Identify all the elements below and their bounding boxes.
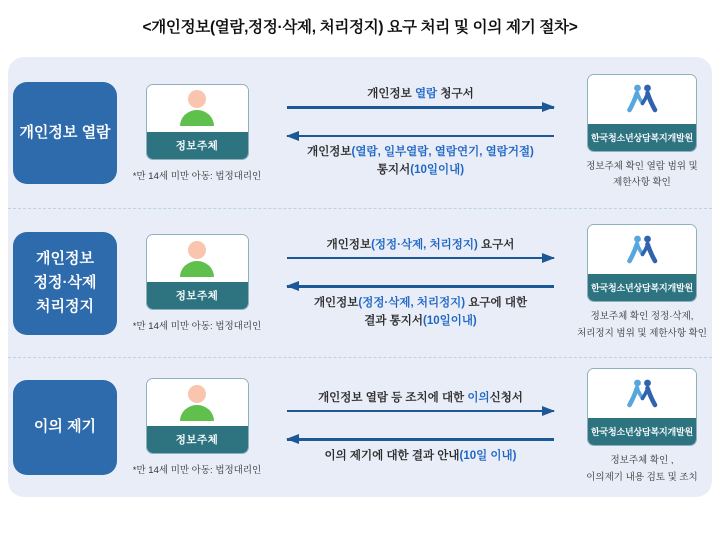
arrow-right-icon xyxy=(287,106,554,109)
arrow-left-icon xyxy=(287,135,554,138)
subject-icon-area xyxy=(147,379,248,426)
institute-logo-icon xyxy=(621,83,663,115)
request-doc-label xyxy=(287,85,554,101)
response-line xyxy=(287,313,554,331)
row-label-text: 정정·삭제 xyxy=(33,274,97,291)
row-personal-info-access xyxy=(8,57,712,208)
request-text-highlight: 열람 xyxy=(414,88,438,101)
org-column xyxy=(574,368,710,485)
person-icon xyxy=(176,384,218,422)
org-note-line: 정보주체 확인 정정·삭제, xyxy=(590,311,694,323)
response-doc-label xyxy=(287,295,554,331)
org-logo-area xyxy=(588,225,696,274)
page-title: <개인정보(열람,정정·삭제, 처리정지) 요구 처리 및 이의 제기 절차> xyxy=(142,19,578,36)
response-text-post: 요구에 대한 xyxy=(465,296,528,309)
subject-icon-area xyxy=(147,235,248,282)
request-text-highlight: 이의 xyxy=(467,391,490,404)
subject-card xyxy=(146,378,249,454)
subject-note: *만 14세 미만 아동: 법정대리인 xyxy=(132,465,262,476)
subject-note: *만 14세 미만 아동: 법정대리인 xyxy=(132,170,262,182)
org-card xyxy=(587,74,697,152)
request-text-pre: 개인정보 열람 등 조치에 대한 xyxy=(318,391,468,404)
row-objection xyxy=(8,357,712,496)
org-card xyxy=(587,224,697,302)
flow-arrows xyxy=(287,236,554,331)
subject-card-label: 정보주체 xyxy=(147,426,248,453)
request-text-pre: 개인정보 xyxy=(367,88,415,101)
flow-arrows xyxy=(287,389,554,466)
person-icon xyxy=(176,240,218,278)
institute-logo-icon xyxy=(621,234,663,266)
response-text-highlight: (10일 이내) xyxy=(459,449,517,462)
subject-card xyxy=(146,84,249,160)
org-card-label: 한국청소년상담복지개발원 xyxy=(588,274,696,301)
org-note-line: 이의제기 내용 검토 및 조치 xyxy=(586,471,698,483)
org-column xyxy=(574,224,710,341)
response-text-highlight: (열람, 일부열람, 열람연기, 열람거절) xyxy=(351,146,534,159)
org-note-line: 정보주체 확인 열람 범위 및 xyxy=(586,160,698,172)
subject-column xyxy=(132,234,262,332)
flow-arrows xyxy=(287,85,554,180)
response-text-highlight: (정정·삭제, 처리정지) xyxy=(358,296,466,309)
response-text-pre: 개인정보 xyxy=(313,296,359,309)
institute-logo-icon xyxy=(621,378,663,410)
person-icon xyxy=(176,89,218,127)
response-line xyxy=(287,448,554,466)
subject-column xyxy=(132,378,262,476)
procedure-panel xyxy=(8,57,712,497)
row-label-box xyxy=(13,82,117,184)
response-text-highlight: (10일이내) xyxy=(422,314,477,327)
org-note-line: 정보주체 확인 , xyxy=(610,455,674,467)
arrow-left-icon xyxy=(287,438,554,441)
request-text-pre: 개인정보 xyxy=(326,238,372,251)
response-line xyxy=(287,144,554,162)
org-logo-area xyxy=(588,369,696,418)
subject-column xyxy=(132,84,262,182)
arrow-right-icon xyxy=(287,410,554,413)
org-note-line: 제한사항 확인 xyxy=(613,177,671,188)
row-label-box xyxy=(13,380,117,475)
subject-card-label: 정보주체 xyxy=(147,282,248,309)
org-card xyxy=(587,368,697,446)
row-correction-deletion-suspension xyxy=(8,208,712,357)
response-doc-label xyxy=(287,144,554,180)
org-note xyxy=(577,309,707,341)
org-card-label: 한국청소년상담복지개발원 xyxy=(588,418,696,445)
response-text-pre: 개인정보 xyxy=(307,146,352,159)
response-text-highlight: (10일이내) xyxy=(410,164,465,176)
row-label-text: 개인정보 열람 xyxy=(19,123,111,141)
org-note xyxy=(586,159,698,191)
row-label-box xyxy=(13,232,117,335)
request-text-post: 요구서 xyxy=(477,238,515,251)
request-text-post: 청구서 xyxy=(437,88,474,101)
subject-icon-area xyxy=(147,85,248,132)
request-doc-label xyxy=(287,389,554,405)
arrow-right-icon xyxy=(287,257,554,260)
row-label-text: 이의 제기 xyxy=(33,418,97,435)
response-line xyxy=(287,162,554,180)
request-text-post: 신청서 xyxy=(489,391,523,404)
response-text-pre: 결과 통지서 xyxy=(364,314,423,327)
org-note-line: 처리정지 범위 및 제한사항 확인 xyxy=(577,327,707,339)
response-text-pre: 통지서 xyxy=(376,164,411,176)
request-doc-label xyxy=(287,236,554,252)
org-note xyxy=(586,453,698,485)
subject-card xyxy=(146,234,249,310)
response-line xyxy=(287,295,554,313)
subject-note: *만 14세 미만 아동: 법정대리인 xyxy=(132,321,262,332)
response-text-pre: 이의 제기에 대한 결과 안내 xyxy=(324,449,460,462)
request-text-highlight: (정정·삭제, 처리정지) xyxy=(371,238,478,251)
arrow-left-icon xyxy=(287,285,554,288)
subject-card-label: 정보주체 xyxy=(147,132,248,159)
org-column xyxy=(574,74,710,191)
org-logo-area xyxy=(588,75,696,124)
row-label-text: 처리정지 xyxy=(36,298,94,315)
org-card-label: 한국청소년상담복지개발원 xyxy=(588,124,696,151)
row-label-text: 개인정보 xyxy=(36,250,94,267)
response-doc-label xyxy=(287,448,554,466)
